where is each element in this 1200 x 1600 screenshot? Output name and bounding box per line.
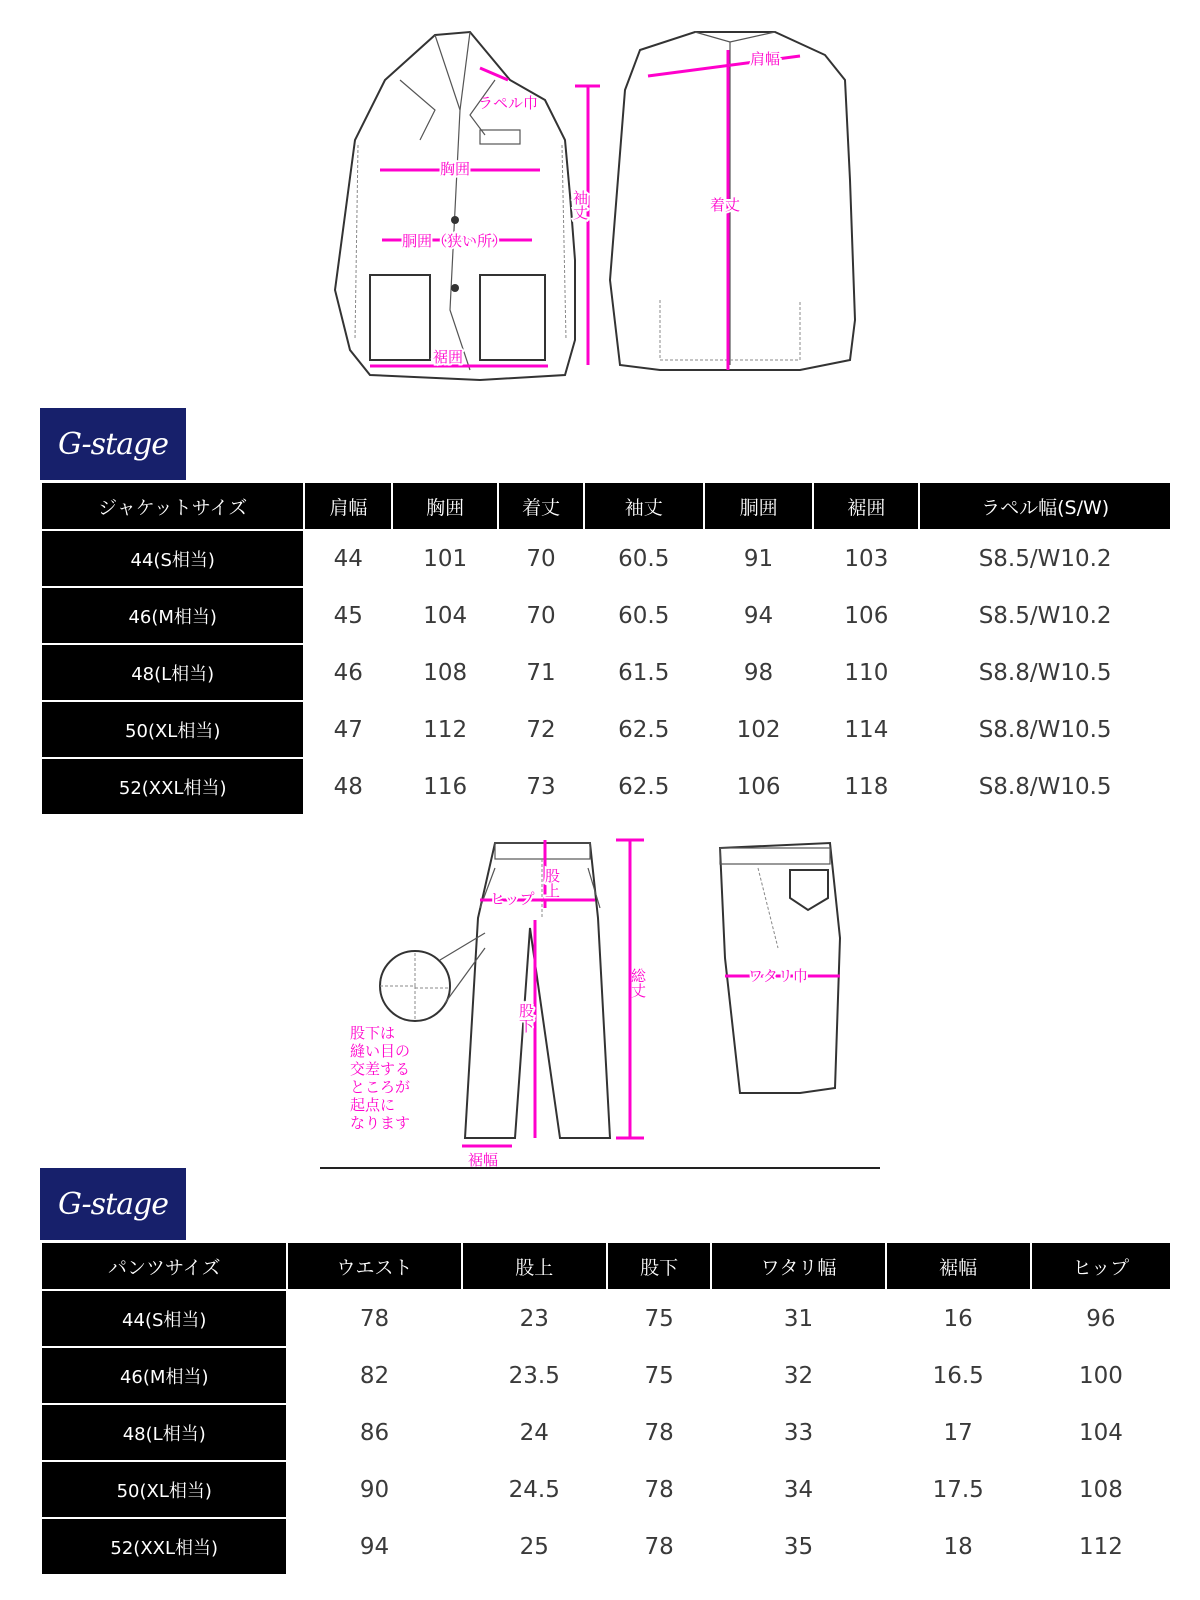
cell: 75 xyxy=(608,1291,711,1346)
cell: 34 xyxy=(712,1462,884,1517)
label-pants-hem: 裾幅 xyxy=(468,1151,499,1169)
cell: 75 xyxy=(608,1348,711,1403)
brand-logo-pants: G-stage xyxy=(40,1168,186,1240)
cell: 78 xyxy=(608,1519,711,1574)
cell: S8.8/W10.5 xyxy=(920,645,1170,700)
pants-header-waist: ウエスト xyxy=(288,1243,460,1289)
cell: 44 xyxy=(305,531,391,586)
cell: 32 xyxy=(712,1348,884,1403)
cell: 73 xyxy=(499,759,583,814)
cell: S8.8/W10.5 xyxy=(920,702,1170,757)
table-row xyxy=(42,759,1170,814)
cell: 70 xyxy=(499,531,583,586)
label-rise: 股上 xyxy=(543,868,561,898)
cell: 112 xyxy=(1032,1519,1170,1574)
cell: 16 xyxy=(887,1291,1030,1346)
row-size: 50(XL相当) xyxy=(42,702,303,757)
cell: 100 xyxy=(1032,1348,1170,1403)
pants-front-illustration xyxy=(380,843,610,1138)
cell: 108 xyxy=(1032,1462,1170,1517)
jacket-header-sleeve: 袖丈 xyxy=(585,483,703,529)
cell: 18 xyxy=(887,1519,1030,1574)
cell: 114 xyxy=(814,702,918,757)
jacket-header-chest: 胸囲 xyxy=(393,483,497,529)
cell: 86 xyxy=(288,1405,460,1460)
svg-text:交差する: 交差する xyxy=(350,1060,411,1078)
row-size: 48(L相当) xyxy=(42,645,303,700)
jacket-diagram xyxy=(330,20,870,390)
label-sleeve: 袖丈 xyxy=(571,190,589,220)
label-hem: 裾囲 xyxy=(433,348,464,366)
cell: 78 xyxy=(288,1291,460,1346)
jacket-table-header xyxy=(42,483,1170,529)
row-size: 50(XL相当) xyxy=(42,1462,286,1517)
pants-header-rise: 股上 xyxy=(463,1243,606,1289)
cell: 106 xyxy=(814,588,918,643)
brand-logo-jacket: G-stage xyxy=(40,408,186,480)
label-thigh: ワタリ巾 xyxy=(748,967,808,985)
cell: 60.5 xyxy=(585,531,703,586)
pants-header-size: パンツサイズ xyxy=(42,1243,286,1289)
label-waist: 胴囲（狭い所） xyxy=(402,232,508,250)
row-size: 48(L相当) xyxy=(42,1405,286,1460)
cell: 45 xyxy=(305,588,391,643)
cell: 116 xyxy=(393,759,497,814)
label-lapel: ラペル巾 xyxy=(478,94,539,112)
cell: 60.5 xyxy=(585,588,703,643)
cell: 16.5 xyxy=(887,1348,1030,1403)
cell: 110 xyxy=(814,645,918,700)
jacket-header-length: 着丈 xyxy=(499,483,583,529)
cell: 31 xyxy=(712,1291,884,1346)
cell: 24.5 xyxy=(463,1462,606,1517)
cell: 118 xyxy=(814,759,918,814)
table-row xyxy=(42,531,1170,586)
cell: 101 xyxy=(393,531,497,586)
cell: 78 xyxy=(608,1462,711,1517)
table-row xyxy=(42,1348,1170,1403)
pants-header-thigh: ワタリ幅 xyxy=(712,1243,884,1289)
cell: 82 xyxy=(288,1348,460,1403)
jacket-header-size: ジャケットサイズ xyxy=(42,483,303,529)
label-hip: ヒップ xyxy=(490,890,535,908)
label-chest: 胸囲 xyxy=(440,160,471,178)
table-row xyxy=(42,1405,1170,1460)
jacket-header-lapel: ラペル幅(S/W) xyxy=(920,483,1170,529)
pants-header-hem: 裾幅 xyxy=(887,1243,1030,1289)
cell: 47 xyxy=(305,702,391,757)
cell: 91 xyxy=(705,531,813,586)
row-size: 46(M相当) xyxy=(42,1348,286,1403)
row-size: 52(XXL相当) xyxy=(42,759,303,814)
label-shoulder: 肩幅 xyxy=(750,50,781,68)
cell: 25 xyxy=(463,1519,606,1574)
table-row xyxy=(42,645,1170,700)
jacket-front-illustration xyxy=(335,32,575,380)
cell: 72 xyxy=(499,702,583,757)
jacket-header-shoulder: 肩幅 xyxy=(305,483,391,529)
row-size: 46(M相当) xyxy=(42,588,303,643)
cell: S8.5/W10.2 xyxy=(920,531,1170,586)
cell: 98 xyxy=(705,645,813,700)
cell: 24 xyxy=(463,1405,606,1460)
cell: 70 xyxy=(499,588,583,643)
svg-text:縫い目の: 縫い目の xyxy=(350,1042,411,1060)
cell: 94 xyxy=(288,1519,460,1574)
jacket-header-hem: 裾囲 xyxy=(814,483,918,529)
cell: S8.5/W10.2 xyxy=(920,588,1170,643)
label-total-length: 総丈 xyxy=(629,968,647,998)
cell: 102 xyxy=(705,702,813,757)
cell: 61.5 xyxy=(585,645,703,700)
cell: 96 xyxy=(1032,1291,1170,1346)
svg-text:ところが: ところが xyxy=(350,1078,411,1096)
row-size: 52(XXL相当) xyxy=(42,1519,286,1574)
svg-text:股下は: 股下は xyxy=(350,1024,396,1042)
cell: 106 xyxy=(705,759,813,814)
table-row xyxy=(42,1291,1170,1346)
pants-diagram xyxy=(320,838,900,1173)
table-row xyxy=(42,588,1170,643)
cell: 94 xyxy=(705,588,813,643)
row-size: 44(S相当) xyxy=(42,531,303,586)
pants-header-hip: ヒップ xyxy=(1032,1243,1170,1289)
svg-text:起点に: 起点に xyxy=(350,1096,396,1114)
cell: 17.5 xyxy=(887,1462,1030,1517)
jacket-header-waist: 胴囲 xyxy=(705,483,813,529)
cell: 33 xyxy=(712,1405,884,1460)
cell: 23.5 xyxy=(463,1348,606,1403)
inseam-note xyxy=(350,1024,410,1132)
cell: 62.5 xyxy=(585,759,703,814)
pants-size-table xyxy=(40,1241,1172,1576)
table-row xyxy=(42,702,1170,757)
cell: S8.8/W10.5 xyxy=(920,759,1170,814)
cell: 112 xyxy=(393,702,497,757)
jacket-size-table xyxy=(40,481,1172,816)
cell: 104 xyxy=(393,588,497,643)
table-row xyxy=(42,1519,1170,1574)
row-size: 44(S相当) xyxy=(42,1291,286,1346)
cell: 46 xyxy=(305,645,391,700)
table-row xyxy=(42,1462,1170,1517)
pants-header-inseam: 股下 xyxy=(608,1243,711,1289)
cell: 48 xyxy=(305,759,391,814)
cell: 71 xyxy=(499,645,583,700)
cell: 90 xyxy=(288,1462,460,1517)
cell: 23 xyxy=(463,1291,606,1346)
cell: 62.5 xyxy=(585,702,703,757)
cell: 103 xyxy=(814,531,918,586)
svg-text:なります: なります xyxy=(350,1114,411,1132)
label-length: 着丈 xyxy=(710,196,741,214)
cell: 108 xyxy=(393,645,497,700)
cell: 17 xyxy=(887,1405,1030,1460)
cell: 104 xyxy=(1032,1405,1170,1460)
label-inseam: 股下 xyxy=(517,1003,535,1033)
cell: 78 xyxy=(608,1405,711,1460)
pants-table-header xyxy=(42,1243,1170,1289)
cell: 35 xyxy=(712,1519,884,1574)
